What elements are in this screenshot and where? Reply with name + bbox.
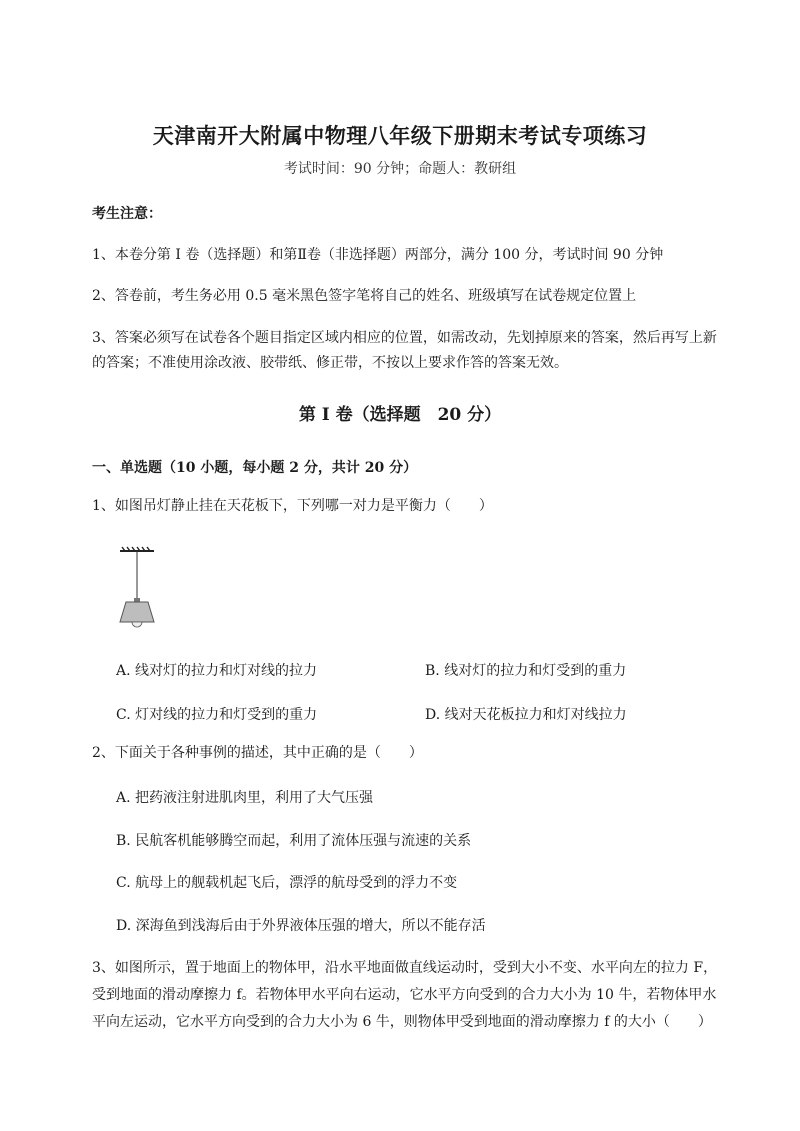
part-heading: 一、单选题（10 小题，每小题 2 分，共计 20 分） [92, 460, 418, 476]
question-1-option-b[interactable]: B. 线对灯的拉力和灯受到的重力 [425, 663, 627, 679]
question-1-stem: 1、如图吊灯静止挂在天花板下，下列哪一对力是平衡力（ ） [92, 498, 493, 514]
section-title: 第 I 卷（选择题 20 分） [298, 405, 502, 425]
question-2-stem: 2、下面关于各种事例的描述，其中正确的是（ ） [92, 745, 423, 761]
question-1-option-c[interactable]: C. 灯对线的拉力和灯受到的重力 [116, 707, 318, 723]
notice-item-3: 3、答案必须写在试卷各个题目指定区域内相应的位置，如需改动，先划掉原来的答案，然后再写上新 [92, 330, 717, 346]
page-title: 天津南开大附属中物理八年级下册期末考试专项练习 [152, 123, 648, 148]
question-1-option-d[interactable]: D. 线对天花板拉力和灯对线拉力 [425, 707, 627, 723]
lamp-cap [134, 598, 140, 602]
lamp-shade [120, 602, 154, 622]
question-2-option-c[interactable]: C. 航母上的舰载机起飞后，漂浮的航母受到的浮力不变 [116, 875, 458, 891]
exam-info: 考试时间：90 分钟；命题人：教研组 [283, 161, 517, 177]
notice-item-3-cont: 的答案；不准使用涂改液、胶带纸、修正带，不按以上要求作答的答案无效。 [92, 355, 568, 371]
notice-item-1: 1、本卷分第 I 卷（选择题）和第Ⅱ卷（非选择题）两部分，满分 100 分，考试时间 90 分钟 [92, 247, 664, 263]
question-3-stem-line-1: 3、如图所示，置于地面上的物体甲，沿水平地面做直线运动时，受到大小不变、水平向左的拉力 F， [92, 960, 718, 976]
question-2-option-a[interactable]: A. 把药液注射进肌肉里，利用了大气压强 [116, 790, 374, 806]
hanging-lamp-figure [112, 545, 162, 635]
question-3-stem-line-3: 平向左运动，它水平方向受到的合力大小为 6 牛，则物体甲受到地面的滑动摩擦力 f 的大小（ ） [92, 1014, 712, 1030]
notice-item-2: 2、答卷前，考生务必用 0.5 毫米黑色签字笔将自己的姓名、班级填写在试卷规定位置上 [92, 288, 637, 304]
question-3-stem-line-2: 受到地面的滑动摩擦力 f。若物体甲水平向右运动，它水平方向受到的合力大小为 10 牛，若物体甲水 [92, 987, 717, 1003]
question-1-option-a[interactable]: A. 线对灯的拉力和灯对线的拉力 [116, 663, 318, 679]
question-2-option-d[interactable]: D. 深海鱼到浅海后由于外界液体压强的增大，所以不能存活 [116, 918, 486, 934]
notice-heading: 考生注意： [92, 206, 162, 222]
question-2-option-b[interactable]: B. 民航客机能够腾空而起，利用了流体压强与流速的关系 [116, 833, 472, 849]
lamp-bulb [132, 622, 142, 627]
